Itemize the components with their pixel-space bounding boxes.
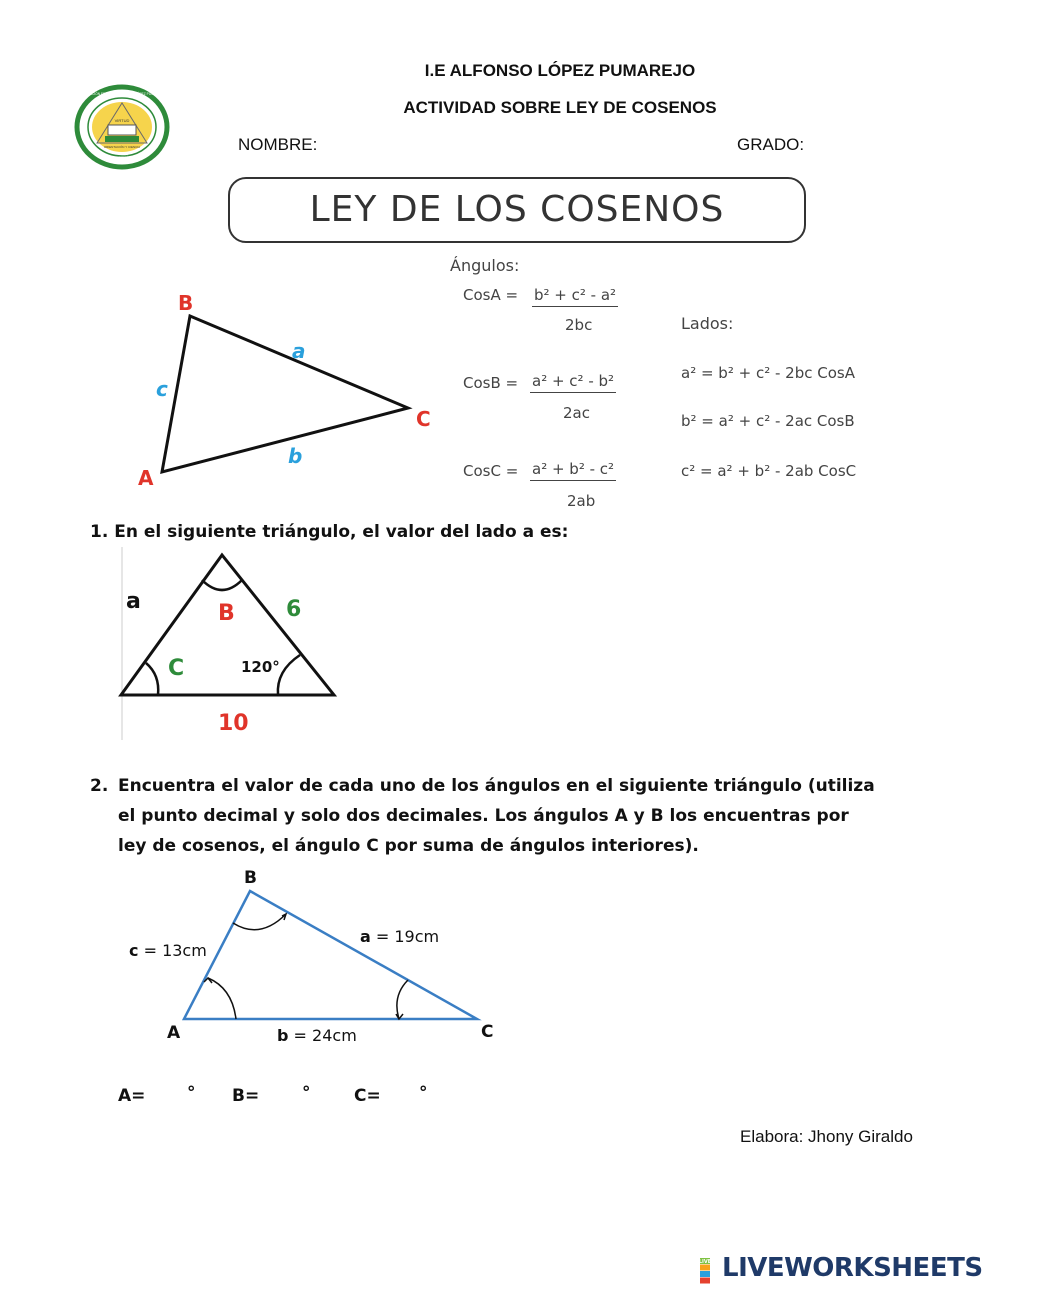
grade-label: GRADO: [737, 135, 805, 154]
q2-angle-arc-b [233, 914, 286, 930]
reference-triangle-shape [162, 316, 408, 472]
name-label: NOMBRE: [238, 135, 318, 154]
answer-a-input[interactable] [152, 1080, 180, 1106]
ref-vertex-b: B [178, 291, 194, 315]
logo-city: MEDELLÍN [114, 156, 130, 160]
cos-c-numerator: a² + b² - c² [530, 460, 616, 481]
activity-title: ACTIVIDAD SOBRE LEY DE COSENOS [403, 98, 717, 117]
q1-angle-arc-left [146, 663, 158, 695]
reference-triangle [140, 280, 460, 500]
q1-label-10: 10 [218, 711, 249, 736]
q2-vertex-c: C [481, 1022, 494, 1042]
q2-side-b: b = 24cm [277, 1026, 357, 1045]
cos-c-denominator: 2ab [567, 492, 596, 510]
q2-angle-arc-a [208, 978, 236, 1019]
answer-a-label: A= [118, 1086, 146, 1106]
cos-b-name: CosB = [463, 374, 519, 392]
cos-a-denominator: 2bc [565, 316, 593, 334]
question-2-line-1: Encuentra el valor de cada uno de los ángulos en el siguiente triángulo (utiliza [118, 776, 875, 796]
answer-c-input[interactable] [387, 1080, 415, 1106]
ref-vertex-c: C [416, 407, 431, 431]
banner-box [228, 177, 806, 243]
answer-c-degree: ° [419, 1083, 428, 1103]
side-formula-c: c² = a² + b² - 2ab CosC [681, 462, 857, 480]
answer-c-label: C= [354, 1086, 381, 1106]
banner-title: LEY DE LOS COSENOS [309, 189, 725, 230]
q2-triangle-shape [184, 891, 477, 1019]
cos-a-numerator: b² + c² - a² [532, 286, 618, 307]
logo-motto-top: VIRTUD [114, 118, 130, 123]
q2-angle-arc-c [397, 980, 408, 1019]
ref-side-c: c [156, 377, 168, 401]
answer-b-degree: ° [302, 1083, 311, 1103]
ref-side-b: b [288, 444, 303, 468]
cos-b-numerator: a² + c² - b² [530, 372, 616, 393]
ref-side-a: a [292, 339, 306, 363]
q1-label-c: C [168, 656, 185, 681]
ref-vertex-a: A [138, 466, 154, 490]
liveworksheets-logo-icon [700, 1258, 722, 1284]
side-formula-a: a² = b² + c² - 2bc CosA [681, 364, 855, 382]
question-2-line-3: ley de cosenos, el ángulo C por suma de ángulos interiores). [118, 836, 699, 856]
q1-angle-arc-right [278, 655, 300, 695]
answer-b-label: B= [232, 1086, 260, 1106]
question-2-triangle [120, 862, 510, 1052]
angles-label: Ángulos: [450, 256, 520, 275]
q1-angle-arc-top [202, 580, 242, 590]
q2-side-c: c = 13cm [129, 941, 207, 960]
logo-motto-bottom: ORIENTACIÓN Y CIENCIA [103, 145, 141, 149]
cos-c-name: CosC = [463, 462, 519, 480]
author-credit: Elabora: Jhony Giraldo [740, 1127, 913, 1146]
q2-vertex-b: B [244, 868, 257, 888]
cos-a-name: CosA = [463, 286, 519, 304]
sides-label: Lados: [681, 314, 734, 333]
answer-a-degree: ° [187, 1083, 196, 1103]
q1-label-a: a [126, 589, 141, 614]
q1-label-6: 6 [286, 597, 302, 622]
answer-b-input[interactable] [266, 1080, 296, 1106]
brand-side-letters: LIVE [698, 1259, 712, 1265]
q2-vertex-a: A [167, 1023, 181, 1043]
q1-label-b: B [218, 601, 235, 626]
question-1-triangle [118, 545, 348, 745]
logo-ring-text: INSTITUCIÓN EDUCATIVA ALFONSO LÓPEZ PUMAREJO [79, 92, 165, 96]
cos-b-denominator: 2ac [563, 404, 590, 422]
school-name: I.E ALFONSO LÓPEZ PUMAREJO [424, 61, 696, 80]
liveworksheets-brand[interactable]: LIVEWORKSHEETS [722, 1253, 983, 1283]
q1-angle-120: 120° [241, 658, 280, 676]
question-2-number: 2. [90, 776, 109, 796]
question-2-line-2: el punto decimal y solo dos decimales. Los ángulos A y B los encuentras por [118, 806, 849, 826]
side-formula-b: b² = a² + c² - 2ac CosB [681, 412, 855, 430]
question-1-text: 1. En el siguiente triángulo, el valor del lado a es: [90, 522, 569, 542]
q2-side-a: a = 19cm [360, 927, 440, 946]
